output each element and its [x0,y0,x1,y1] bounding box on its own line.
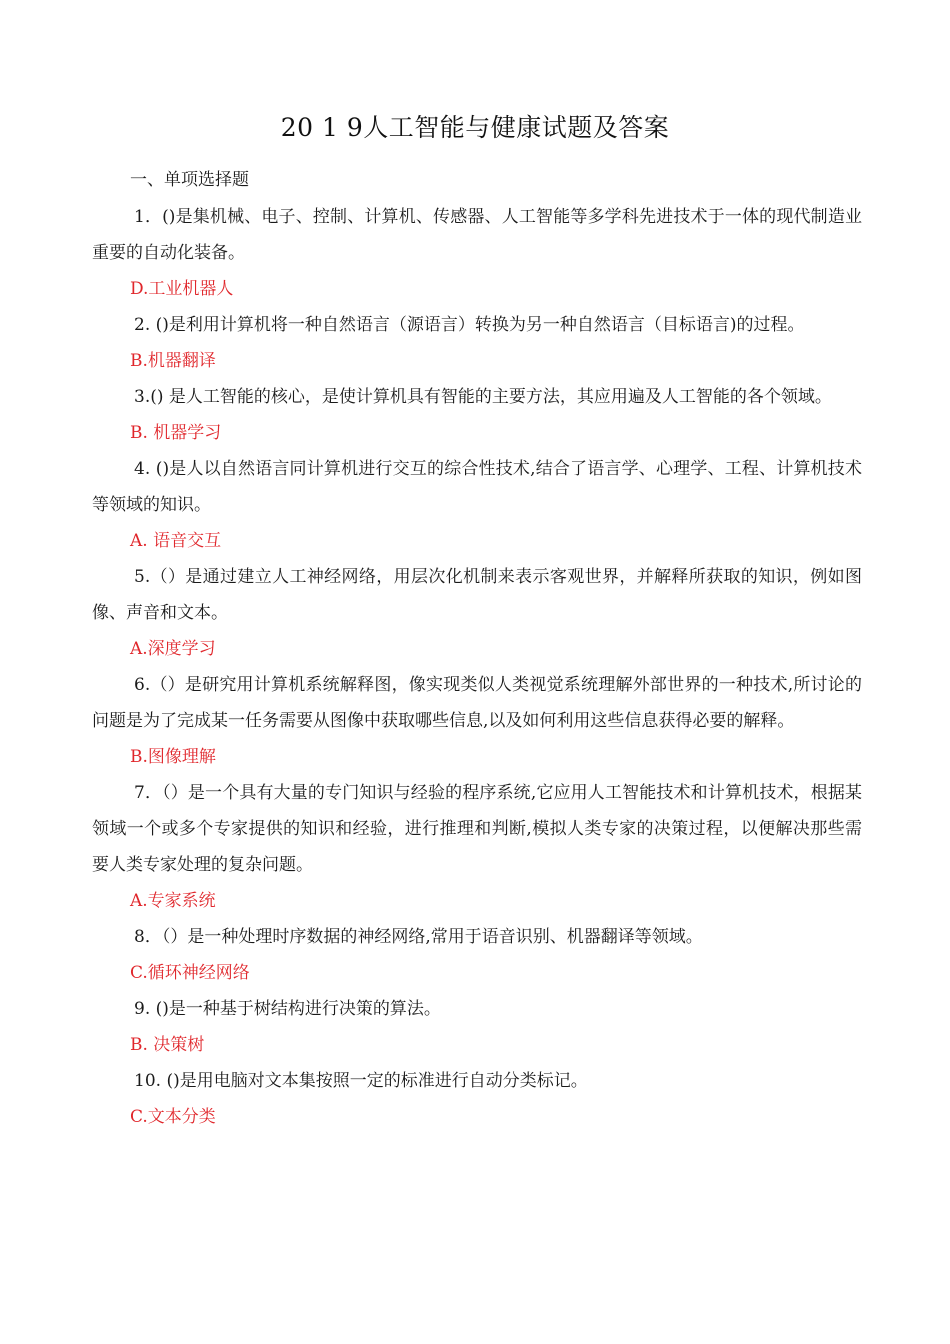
question-6-text: 6.（）是研究用计算机系统解释图，像实现类似人类视觉系统理解外部世界的一种技术,所讨论的问题是为了完成某一任务需要从图像中获取哪些信息,以及如何利用这些信息获得必要的解释。 [92,675,862,731]
question-2-answer: B.机器翻译 [130,351,216,371]
question-7-answer: A.专家系统 [130,891,216,911]
document-title: 20 1 9人工智能与健康试题及答案 [280,113,670,142]
question-9-text: 9. ()是一种基于树结构进行决策的算法。 [134,999,441,1019]
question-4-text: 4. ()是人以自然语言同计算机进行交互的综合性技术,结合了语言学、心理学、工程、计算机技术等领域的知识。 [92,459,862,515]
question-5-text: 5.（）是通过建立人工神经网络，用层次化机制来表示客观世界，并解释所获取的知识，例如图像、声音和文本。 [92,567,862,623]
question-10-text: 10. ()是用电脑对文本集按照一定的标准进行自动分类标记。 [134,1071,588,1091]
question-1-text: 1．()是集机械、电子、控制、计算机、传感器、人工智能等多学科先进技术于一体的现代制造业重要的自动化装备。 [92,207,862,263]
question-6-answer: B.图像理解 [130,747,216,767]
question-list [92,199,862,1135]
question-4-answer: A. 语音交互 [130,531,222,551]
question-2-text: 2. ()是利用计算机将一种自然语言（源语言）转换为另一种自然语言（目标语言)的过程。 [134,315,805,335]
question-8-answer: C.循环神经网络 [130,963,250,983]
section-heading: 一、单项选择题 [130,170,249,190]
question-3-answer: B. 机器学习 [130,423,222,443]
question-8-text: 8．（）是一种处理时序数据的神经网络,常用于语音识别、机器翻译等领域。 [134,927,703,947]
question-10-answer: C.文本分类 [130,1107,216,1127]
question-1-answer: D.工业机器人 [130,279,234,299]
question-7-text: 7．（）是一个具有大量的专门知识与经验的程序系统,它应用人工智能技术和计算机技术，根据某领域一个或多个专家提供的知识和经验，进行推理和判断,模拟人类专家的决策过程，以便解决那些需要人类专家处理的复杂问题。 [92,783,862,875]
question-5-answer: A.深度学习 [130,639,216,659]
question-3-text: 3.() 是人工智能的核心，是使计算机具有智能的主要方法，其应用遍及人工智能的各个领域。 [134,387,832,407]
question-9-answer: B. 决策树 [130,1035,205,1055]
